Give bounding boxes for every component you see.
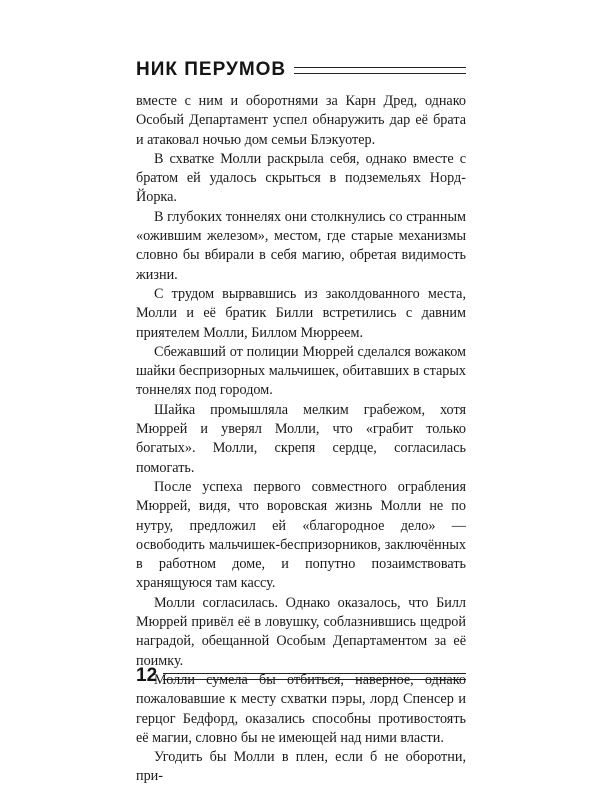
paragraph-6: Шайка промышляла мелким грабежом, хотя Мюррей и уверял Молли, что «грабит только богатых». Молли, скрепя сердце, согласилась помогать. (136, 401, 466, 476)
page-number: 12 (136, 665, 158, 686)
paragraph-5: Сбежавший от полиции Мюррей сделался вожаком шайки беспризорных мальчишек, обитавших в старых тоннелях под городом. (136, 343, 466, 399)
paragraph-10: Угодить бы Молли в плен, если б не оборотни, при- (136, 749, 466, 785)
running-header (136, 58, 466, 82)
paragraph-1: вместе с ним и оборотнями за Карн Дред, однако Особый Департамент успел обнаружить дар её брата и атаковал ночью дом семьи Блэкуотер. (136, 93, 466, 148)
author-name: НИК ПЕРУМОВ (136, 59, 287, 80)
paragraph-3: В глубоких тоннелях они столкнулись со странным «ожившим железом», местом, где старые механизмы словно бы вбирали в себя магию, обретая видимость жизни. (136, 208, 466, 283)
running-footer (136, 664, 466, 688)
footer-rule (163, 673, 466, 680)
paragraph-4: С трудом вырвавшись из заколдованного места, Молли и её братик Билли встретились с давним приятелем Молли, Биллом Мюрреем. (136, 285, 466, 341)
paragraph-8: Молли согласилась. Однако оказалось, что Билл Мюррей привёл её в ловушку, соблазнившись щедрой наградой, обещанной Особым Департаментом за её поимку. (136, 594, 466, 669)
paragraph-2: В схватке Молли раскрыла себя, однако вместе с братом ей удалось скрыться в подземельях Норд-Йорка. (136, 150, 466, 206)
header-rule (294, 67, 466, 74)
paragraph-7: После успеха первого совместного ограбления Мюррей, видя, что воровская жизнь Молли не по нутру, предложил ей «благородное дело» — освободить мальчишек-беспризорников, заключённых в работном доме, и попутно позаимствовать хранящуюся там кассу. (136, 478, 466, 592)
paragraph-9: Молли сумела бы отбиться, наверное, однако пожаловавшие к месту схватки пэры, лорд Спенсер и герцог Бедфорд, оказались способны противостоять её магии, словно бы не имеющей над ними власти. (136, 671, 466, 746)
